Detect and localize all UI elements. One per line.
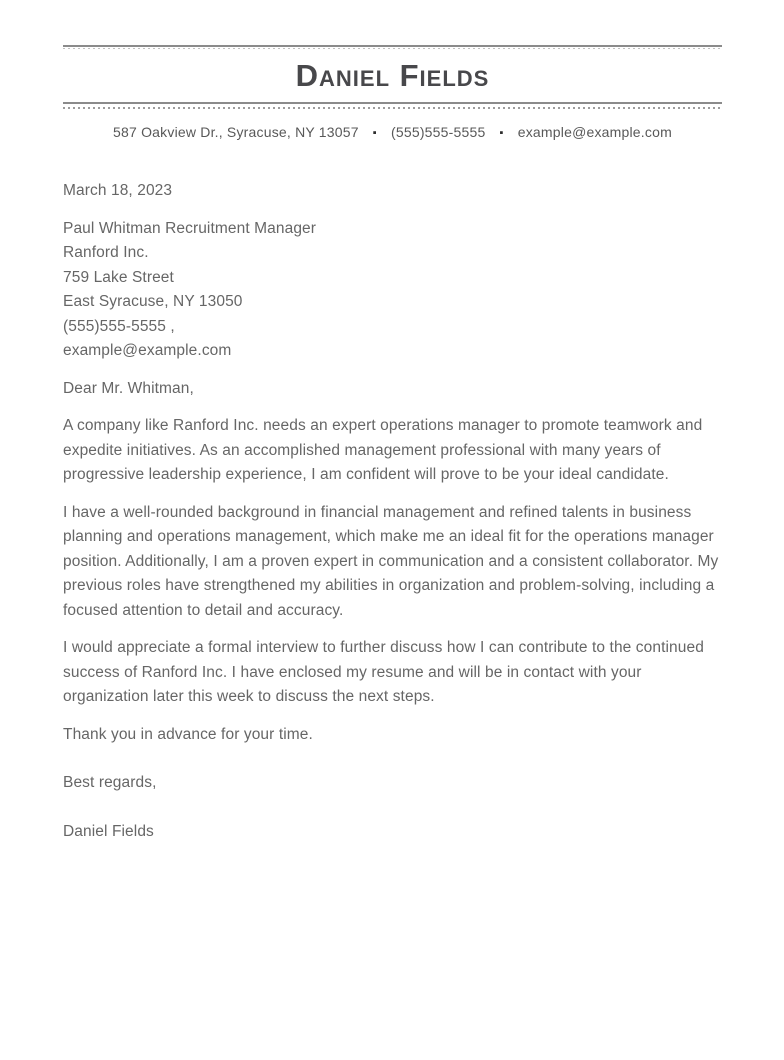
salutation: Dear Mr. Whitman, — [63, 379, 194, 397]
bottom-rule-dotted-line — [63, 107, 722, 109]
square-bullet-icon: ▪ — [372, 127, 377, 139]
letter-content — [63, 179, 722, 844]
recipient-line: example@example.com — [63, 342, 232, 359]
body-paragraph: A company like Ranford Inc. needs an expert operations manager to promote teamwork and expedite initiatives. As an accomplished management professional with many years of progressive leadership experience, I am confident will prove to be your ideal candidate. — [63, 417, 703, 483]
candidate-name: Daniel Fields — [295, 58, 490, 93]
contact-phone: (555)555-5555 — [391, 124, 486, 140]
contact-email: example@example.com — [517, 124, 672, 140]
body-paragraph: I would appreciate a formal interview to further discuss how I can contribute to the continued success of Ranford Inc. I have enclosed my resume and will be in contact with your organization later this week to discuss the next steps. — [63, 639, 704, 705]
body-paragraph: I have a well-rounded background in financial management and refined talents in business planning and operations management, which make me an ideal fit for the operations manager position. Additionally, I am a proven expert in communication and a consistent collaborator. My previous roles have strengthened my abilities in organization and problem-solving, including a focused attention to detail and accuracy. — [63, 503, 719, 619]
header-bottom-rule — [63, 102, 722, 109]
bottom-rule-solid-line — [63, 102, 722, 104]
recipient-line: (555)555-5555 , — [63, 317, 175, 335]
square-bullet-icon: ▪ — [499, 127, 504, 139]
recipient-line: 759 Lake Street — [63, 268, 174, 286]
letter-page — [0, 45, 784, 1060]
recipient-line: Ranford Inc. — [63, 244, 149, 261]
recipient-line: Paul Whitman Recruitment Manager — [63, 219, 317, 237]
signature: Daniel Fields — [63, 822, 154, 840]
recipient-block — [63, 217, 722, 364]
recipient-line: East Syracuse, NY 13050 — [63, 293, 243, 310]
letter-header — [63, 45, 722, 140]
letter-date: March 18, 2023 — [63, 182, 173, 199]
contact-bar — [63, 124, 722, 140]
top-rule-solid-line — [63, 45, 722, 47]
contact-address: 587 Oakview Dr., Syracuse, NY 13057 — [113, 124, 359, 140]
closing: Best regards, — [63, 774, 157, 791]
thanks-line: Thank you in advance for your time. — [63, 725, 313, 743]
